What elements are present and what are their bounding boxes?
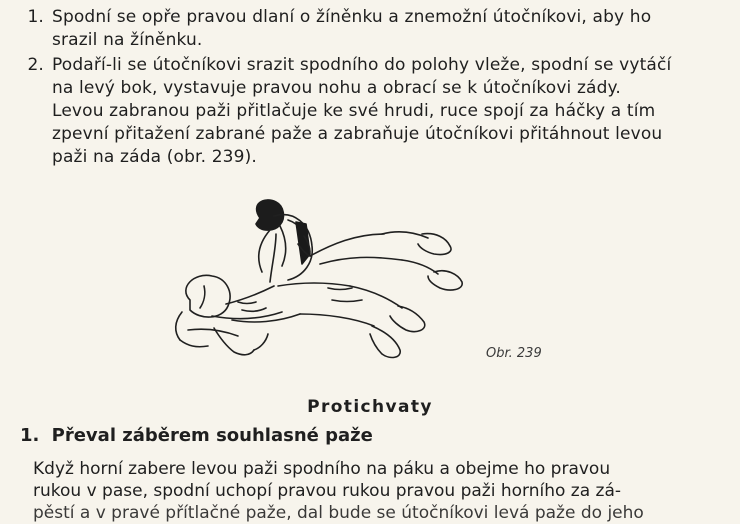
list-item-text	[52, 6, 730, 52]
body-paragraph	[33, 458, 723, 524]
text-line: zpevní přitažení zabrané paže a zabraňuje útočníkovi přitáhnout levou	[52, 124, 663, 144]
text-line: rukou v pase, spodní uchopí pravou rukou pravou paži horního za zá-	[33, 481, 622, 501]
numbered-list	[18, 6, 730, 171]
list-item-2	[18, 54, 730, 169]
figure-caption: Obr. 239	[486, 346, 542, 361]
text-line: Podaří-li se útočníkovi srazit spodního do polohy vleže, spodní se vytáčí	[52, 55, 672, 75]
subsection-heading	[20, 425, 373, 446]
subsection-title: Převal záběrem souhlasné paže	[51, 425, 373, 446]
text-line: Když horní zabere levou paži spodního na páku a obejme ho pravou	[33, 459, 611, 479]
list-item-number: 1.	[27, 7, 44, 27]
text-line: pěstí a v pravé přítlačné paže, dal bude se útočníkovi levá paže do jeho	[33, 503, 644, 523]
text-line: srazil na žíněnku.	[52, 30, 203, 50]
text-line: Spodní se opře pravou dlaní o žíněnku a znemožní útočníkovi, aby ho	[52, 7, 652, 27]
list-item-number: 2.	[27, 55, 44, 75]
text-line: Levou zabranou paži přitlačuje ke své hrudi, ruce spojí za háčky a tím	[52, 101, 656, 121]
text-line: paži na záda (obr. 239).	[52, 147, 257, 167]
wrestling-illustration	[150, 190, 470, 370]
list-item-1	[18, 6, 730, 52]
section-title: Protichvaty	[307, 397, 433, 417]
list-item-text	[52, 54, 730, 169]
text-line: na levý bok, vystavuje pravou nohu a obrací se k útočníkovi zády.	[52, 78, 621, 98]
subsection-number: 1.	[20, 425, 40, 446]
